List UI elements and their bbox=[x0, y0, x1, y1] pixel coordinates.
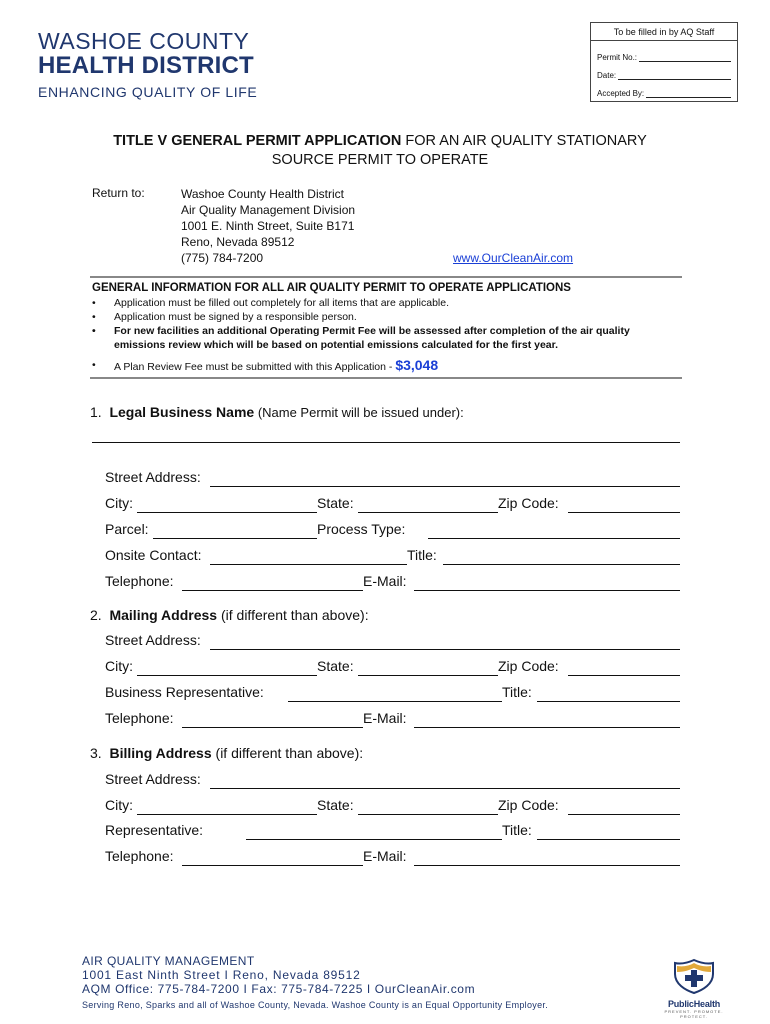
divider-bottom bbox=[90, 377, 682, 379]
address-line: Reno, Nevada 89512 bbox=[181, 235, 295, 249]
onsite-contact-label: Onsite Contact: bbox=[105, 547, 202, 563]
billing-state-field[interactable] bbox=[358, 814, 498, 815]
title-label: Title: bbox=[502, 822, 532, 838]
logo-line-2: HEALTH DISTRICT bbox=[38, 52, 254, 79]
public-health-text: PublicHealth bbox=[667, 999, 721, 1009]
telephone-label: Telephone: bbox=[105, 710, 174, 726]
legal-name-field[interactable] bbox=[92, 442, 680, 443]
billing-representative-field[interactable] bbox=[246, 839, 502, 840]
section-note: (Name Permit will be issued under): bbox=[254, 405, 464, 420]
staff-use-box bbox=[590, 22, 738, 102]
state-label: State: bbox=[317, 797, 354, 813]
section-title: Legal Business Name bbox=[109, 404, 255, 420]
list-item-line: emissions review which will be based on potential emissions calculated for the first year. bbox=[114, 339, 559, 351]
address-line: Washoe County Health District bbox=[181, 187, 344, 201]
public-health-subtext: PREVENT. PROMOTE. PROTECT. bbox=[664, 1009, 724, 1019]
billing-zip-field[interactable] bbox=[568, 814, 680, 815]
logo-tagline: ENHANCING QUALITY OF LIFE bbox=[38, 84, 258, 100]
street-label: Street Address: bbox=[105, 632, 201, 648]
health-district-logo bbox=[38, 30, 257, 101]
mailing-email-field[interactable] bbox=[414, 727, 680, 728]
general-info-list bbox=[90, 296, 690, 374]
mailing-street-field[interactable] bbox=[210, 649, 680, 650]
zip-label: Zip Code: bbox=[498, 495, 559, 511]
business-rep-label: Business Representative: bbox=[105, 684, 264, 700]
public-health-logo bbox=[662, 958, 726, 1019]
section-note: (if different than above): bbox=[211, 745, 364, 761]
address-line: Air Quality Management Division bbox=[181, 203, 356, 217]
state-label: State: bbox=[317, 495, 354, 511]
section-title: Billing Address bbox=[109, 745, 212, 761]
plan-review-fee: $3,048 bbox=[395, 357, 439, 373]
representative-label: Representative: bbox=[105, 822, 204, 838]
parcel-label: Parcel: bbox=[105, 521, 149, 537]
state-field[interactable] bbox=[358, 512, 498, 513]
mailing-city-field[interactable] bbox=[137, 675, 317, 676]
email-label: E-Mail: bbox=[363, 573, 407, 589]
footer-address: 1001 East Ninth Street I Reno, Nevada 89512 bbox=[82, 968, 361, 982]
address-line: 1001 E. Ninth Street, Suite B171 bbox=[181, 219, 355, 233]
shield-cross-icon bbox=[671, 958, 717, 994]
city-label: City: bbox=[105, 658, 133, 674]
title-rest: FOR AN AIR QUALITY STATIONARY bbox=[401, 133, 647, 149]
mailing-telephone-field[interactable] bbox=[182, 727, 363, 728]
list-item-line: • For new facilities an additional Operating Permit Fee will be assessed after completion of the air quality bbox=[114, 325, 630, 337]
phone-line: (775) 784-7200 bbox=[181, 251, 264, 265]
billing-email-field[interactable] bbox=[414, 865, 680, 866]
footer-line-1: AIR QUALITY MANAGEMENT bbox=[82, 954, 255, 968]
email-label: E-Mail: bbox=[363, 848, 407, 864]
divider-top bbox=[90, 276, 682, 278]
logo-line-1: WASHOE COUNTY bbox=[38, 28, 250, 54]
billing-telephone-field[interactable] bbox=[182, 865, 363, 866]
process-type-label: Process Type: bbox=[317, 521, 406, 537]
zip-label: Zip Code: bbox=[498, 797, 559, 813]
section-number: 1. bbox=[90, 404, 102, 420]
telephone-label: Telephone: bbox=[105, 848, 174, 864]
city-label: City: bbox=[105, 797, 133, 813]
accepted-by-field[interactable] bbox=[646, 89, 731, 98]
city-field[interactable] bbox=[137, 512, 317, 513]
section-number: 2. bbox=[90, 607, 102, 623]
list-item: • Application must be filled out completely for all items that are applicable. bbox=[90, 296, 690, 310]
return-address bbox=[181, 186, 355, 266]
return-to-label: Return to: bbox=[92, 186, 145, 200]
document-title bbox=[60, 132, 700, 170]
telephone-label: Telephone: bbox=[105, 573, 174, 589]
zip-label: Zip Code: bbox=[498, 658, 559, 674]
plan-review-text: A Plan Review Fee must be submitted with this Application - bbox=[114, 361, 396, 373]
mailing-state-field[interactable] bbox=[358, 675, 498, 676]
footer-contact: AQM Office: 775-784-7200 I Fax: 775-784-7225 I OurCleanAir.com bbox=[82, 982, 476, 996]
telephone-field[interactable] bbox=[182, 590, 363, 591]
street-field[interactable] bbox=[210, 486, 680, 487]
title-bold: TITLE V GENERAL PERMIT APPLICATION bbox=[113, 133, 402, 149]
list-item bbox=[90, 358, 690, 374]
billing-city-field[interactable] bbox=[137, 814, 317, 815]
section-number: 3. bbox=[90, 745, 102, 761]
accepted-by-row bbox=[597, 89, 731, 98]
business-rep-field[interactable] bbox=[288, 701, 502, 702]
date-field[interactable] bbox=[618, 71, 731, 80]
permit-no-row bbox=[597, 53, 731, 62]
title-label: Title: bbox=[502, 684, 532, 700]
state-label: State: bbox=[317, 658, 354, 674]
permit-no-field[interactable] bbox=[639, 53, 731, 62]
list-item: • Application must be signed by a responsible person. bbox=[90, 310, 690, 324]
email-label: E-Mail: bbox=[363, 710, 407, 726]
section-title: Mailing Address bbox=[109, 607, 218, 623]
staff-box-header: To be filled in by AQ Staff bbox=[591, 23, 737, 41]
section-1-heading bbox=[90, 404, 464, 420]
date-label: Date: bbox=[597, 71, 617, 80]
billing-title-field[interactable] bbox=[537, 839, 680, 840]
city-label: City: bbox=[105, 495, 133, 511]
parcel-field[interactable] bbox=[153, 538, 317, 539]
street-label: Street Address: bbox=[105, 469, 201, 485]
onsite-contact-field[interactable] bbox=[210, 564, 407, 565]
street-label: Street Address: bbox=[105, 771, 201, 787]
permit-no-label: Permit No.: bbox=[597, 53, 638, 62]
date-row bbox=[597, 71, 731, 80]
email-field[interactable] bbox=[414, 590, 680, 591]
mailing-title-field[interactable] bbox=[537, 701, 680, 702]
general-info-header: GENERAL INFORMATION FOR ALL AIR QUALITY PERMIT TO OPERATE APPLICATIONS bbox=[92, 282, 571, 294]
zip-field[interactable] bbox=[568, 512, 680, 513]
mailing-zip-field[interactable] bbox=[568, 675, 680, 676]
title-label: Title: bbox=[407, 547, 437, 563]
section-note: (if different than above): bbox=[217, 607, 369, 623]
section-3-heading bbox=[90, 745, 363, 761]
list-item bbox=[90, 324, 690, 352]
section-2-heading bbox=[90, 607, 369, 623]
footer-eoe: Serving Reno, Sparks and all of Washoe County, Nevada. Washoe County is an Equal Opportunity Employer. bbox=[82, 1000, 548, 1010]
title-field[interactable] bbox=[443, 564, 680, 565]
website-link[interactable]: www.OurCleanAir.com bbox=[453, 251, 574, 265]
title-line-2: SOURCE PERMIT TO OPERATE bbox=[271, 152, 489, 168]
footer bbox=[82, 954, 548, 1012]
accepted-by-label: Accepted By: bbox=[597, 89, 645, 98]
billing-street-field[interactable] bbox=[210, 788, 680, 789]
process-type-field[interactable] bbox=[428, 538, 680, 539]
